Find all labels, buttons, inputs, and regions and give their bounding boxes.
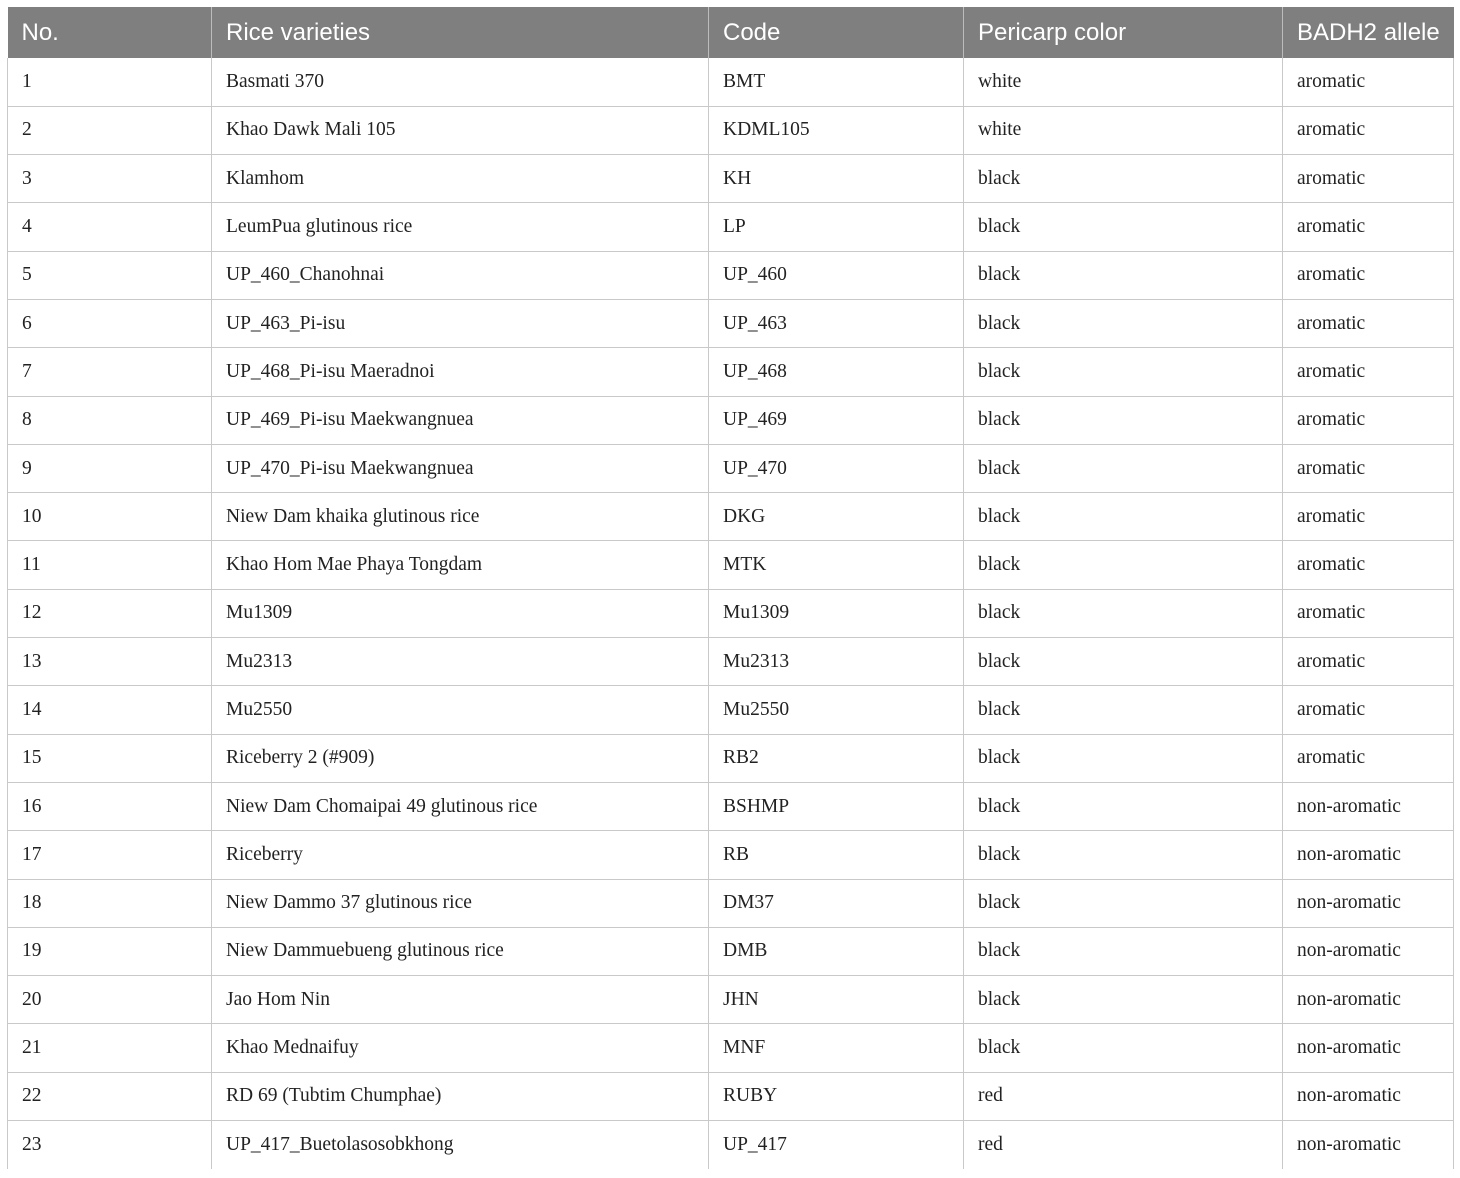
cell-rice-variety: Niew Dam Chomaipai 49 glutinous rice — [212, 782, 709, 830]
cell-rice-variety: UP_460_Chanohnai — [212, 251, 709, 299]
cell-code: UP_468 — [709, 348, 964, 396]
cell-badh2-allele: aromatic — [1283, 348, 1454, 396]
cell-pericarp-color: black — [964, 203, 1283, 251]
cell-pericarp-color: black — [964, 348, 1283, 396]
cell-pericarp-color: black — [964, 638, 1283, 686]
cell-pericarp-color: black — [964, 299, 1283, 347]
cell-code: Mu1309 — [709, 589, 964, 637]
cell-no: 11 — [8, 541, 212, 589]
header-code: Code — [709, 7, 964, 58]
cell-rice-variety: UP_469_Pi-isu Maekwangnuea — [212, 396, 709, 444]
cell-badh2-allele: aromatic — [1283, 155, 1454, 203]
cell-no: 3 — [8, 155, 212, 203]
cell-pericarp-color: red — [964, 1072, 1283, 1120]
header-pericarp-color: Pericarp color — [964, 7, 1283, 58]
table-row — [8, 58, 1454, 106]
cell-code: UP_463 — [709, 299, 964, 347]
table-row — [8, 1072, 1454, 1120]
cell-code: BSHMP — [709, 782, 964, 830]
cell-pericarp-color: black — [964, 879, 1283, 927]
cell-badh2-allele: aromatic — [1283, 396, 1454, 444]
table-row — [8, 879, 1454, 927]
cell-rice-variety: UP_468_Pi-isu Maeradnoi — [212, 348, 709, 396]
cell-pericarp-color: black — [964, 927, 1283, 975]
cell-no: 13 — [8, 638, 212, 686]
table-row — [8, 396, 1454, 444]
cell-rice-variety: Mu1309 — [212, 589, 709, 637]
cell-no: 19 — [8, 927, 212, 975]
cell-no: 14 — [8, 686, 212, 734]
table-row — [8, 1121, 1454, 1169]
cell-code: RB2 — [709, 734, 964, 782]
table-row — [8, 299, 1454, 347]
cell-pericarp-color: white — [964, 58, 1283, 106]
table-row — [8, 927, 1454, 975]
table-row — [8, 444, 1454, 492]
cell-pericarp-color: black — [964, 155, 1283, 203]
cell-code: KH — [709, 155, 964, 203]
cell-badh2-allele: non-aromatic — [1283, 1072, 1454, 1120]
cell-code: BMT — [709, 58, 964, 106]
cell-no: 2 — [8, 106, 212, 154]
table-row — [8, 1024, 1454, 1072]
cell-rice-variety: Niew Dammo 37 glutinous rice — [212, 879, 709, 927]
table-header — [8, 7, 1454, 58]
cell-rice-variety: Jao Hom Nin — [212, 976, 709, 1024]
table-row — [8, 782, 1454, 830]
cell-pericarp-color: red — [964, 1121, 1283, 1169]
cell-code: UP_460 — [709, 251, 964, 299]
cell-rice-variety: Khao Hom Mae Phaya Tongdam — [212, 541, 709, 589]
cell-no: 20 — [8, 976, 212, 1024]
cell-code: UP_470 — [709, 444, 964, 492]
cell-code: MTK — [709, 541, 964, 589]
cell-rice-variety: Niew Dam khaika glutinous rice — [212, 493, 709, 541]
table-row — [8, 203, 1454, 251]
table-row — [8, 155, 1454, 203]
header-row — [8, 7, 1454, 58]
cell-pericarp-color: black — [964, 493, 1283, 541]
table-body — [8, 58, 1454, 1169]
cell-rice-variety: Riceberry 2 (#909) — [212, 734, 709, 782]
cell-badh2-allele: aromatic — [1283, 299, 1454, 347]
header-rice-varieties: Rice varieties — [212, 7, 709, 58]
cell-rice-variety: UP_470_Pi-isu Maekwangnuea — [212, 444, 709, 492]
cell-no: 9 — [8, 444, 212, 492]
cell-rice-variety: RD 69 (Tubtim Chumphae) — [212, 1072, 709, 1120]
cell-pericarp-color: black — [964, 589, 1283, 637]
table-row — [8, 493, 1454, 541]
cell-pericarp-color: black — [964, 444, 1283, 492]
cell-rice-variety: Niew Dammuebueng glutinous rice — [212, 927, 709, 975]
cell-code: RUBY — [709, 1072, 964, 1120]
cell-code: Mu2550 — [709, 686, 964, 734]
cell-no: 16 — [8, 782, 212, 830]
cell-pericarp-color: black — [964, 251, 1283, 299]
cell-badh2-allele: aromatic — [1283, 541, 1454, 589]
cell-badh2-allele: non-aromatic — [1283, 976, 1454, 1024]
cell-badh2-allele: aromatic — [1283, 106, 1454, 154]
cell-pericarp-color: black — [964, 831, 1283, 879]
cell-no: 10 — [8, 493, 212, 541]
cell-rice-variety: Riceberry — [212, 831, 709, 879]
cell-no: 8 — [8, 396, 212, 444]
cell-no: 6 — [8, 299, 212, 347]
table-row — [8, 638, 1454, 686]
cell-code: RB — [709, 831, 964, 879]
cell-badh2-allele: aromatic — [1283, 638, 1454, 686]
cell-code: UP_417 — [709, 1121, 964, 1169]
cell-pericarp-color: black — [964, 734, 1283, 782]
cell-pericarp-color: black — [964, 1024, 1283, 1072]
cell-pericarp-color: black — [964, 396, 1283, 444]
cell-no: 18 — [8, 879, 212, 927]
cell-badh2-allele: aromatic — [1283, 203, 1454, 251]
cell-pericarp-color: black — [964, 782, 1283, 830]
cell-no: 12 — [8, 589, 212, 637]
cell-code: DMB — [709, 927, 964, 975]
cell-code: DKG — [709, 493, 964, 541]
cell-pericarp-color: black — [964, 976, 1283, 1024]
cell-no: 1 — [8, 58, 212, 106]
cell-badh2-allele: aromatic — [1283, 58, 1454, 106]
cell-badh2-allele: aromatic — [1283, 734, 1454, 782]
cell-no: 7 — [8, 348, 212, 396]
table-row — [8, 589, 1454, 637]
rice-varieties-table-container — [7, 7, 1453, 1169]
cell-no: 22 — [8, 1072, 212, 1120]
cell-rice-variety: Klamhom — [212, 155, 709, 203]
cell-badh2-allele: non-aromatic — [1283, 927, 1454, 975]
cell-rice-variety: Mu2550 — [212, 686, 709, 734]
header-badh2-allele: BADH2 allele — [1297, 18, 1440, 46]
cell-no: 23 — [8, 1121, 212, 1169]
table-row — [8, 831, 1454, 879]
cell-code: LP — [709, 203, 964, 251]
cell-code: MNF — [709, 1024, 964, 1072]
cell-code: DM37 — [709, 879, 964, 927]
table-row — [8, 541, 1454, 589]
table-row — [8, 976, 1454, 1024]
cell-badh2-allele: non-aromatic — [1283, 782, 1454, 830]
cell-rice-variety: Khao Dawk Mali 105 — [212, 106, 709, 154]
cell-badh2-allele: non-aromatic — [1283, 879, 1454, 927]
cell-badh2-allele: aromatic — [1283, 251, 1454, 299]
cell-no: 5 — [8, 251, 212, 299]
cell-badh2-allele: non-aromatic — [1283, 1024, 1454, 1072]
cell-badh2-allele: aromatic — [1283, 686, 1454, 734]
cell-code: UP_469 — [709, 396, 964, 444]
cell-rice-variety: LeumPua glutinous rice — [212, 203, 709, 251]
cell-badh2-allele: aromatic — [1283, 589, 1454, 637]
cell-rice-variety: Basmati 370 — [212, 58, 709, 106]
rice-varieties-table — [7, 7, 1454, 1169]
cell-badh2-allele: non-aromatic — [1283, 831, 1454, 879]
cell-pericarp-color: white — [964, 106, 1283, 154]
header-no: No. — [8, 7, 212, 58]
table-row — [8, 348, 1454, 396]
table-row — [8, 734, 1454, 782]
cell-rice-variety: UP_463_Pi-isu — [212, 299, 709, 347]
cell-no: 21 — [8, 1024, 212, 1072]
cell-code: JHN — [709, 976, 964, 1024]
cell-code: KDML105 — [709, 106, 964, 154]
cell-pericarp-color: black — [964, 541, 1283, 589]
table-row — [8, 251, 1454, 299]
cell-rice-variety: Khao Mednaifuy — [212, 1024, 709, 1072]
cell-pericarp-color: black — [964, 686, 1283, 734]
table-row — [8, 686, 1454, 734]
cell-no: 17 — [8, 831, 212, 879]
cell-badh2-allele: non-aromatic — [1283, 1121, 1454, 1169]
cell-no: 4 — [8, 203, 212, 251]
cell-badh2-allele: aromatic — [1283, 493, 1454, 541]
table-row — [8, 106, 1454, 154]
cell-code: Mu2313 — [709, 638, 964, 686]
cell-rice-variety: UP_417_Buetolasosobkhong — [212, 1121, 709, 1169]
cell-badh2-allele: aromatic — [1283, 444, 1454, 492]
cell-rice-variety: Mu2313 — [212, 638, 709, 686]
cell-no: 15 — [8, 734, 212, 782]
